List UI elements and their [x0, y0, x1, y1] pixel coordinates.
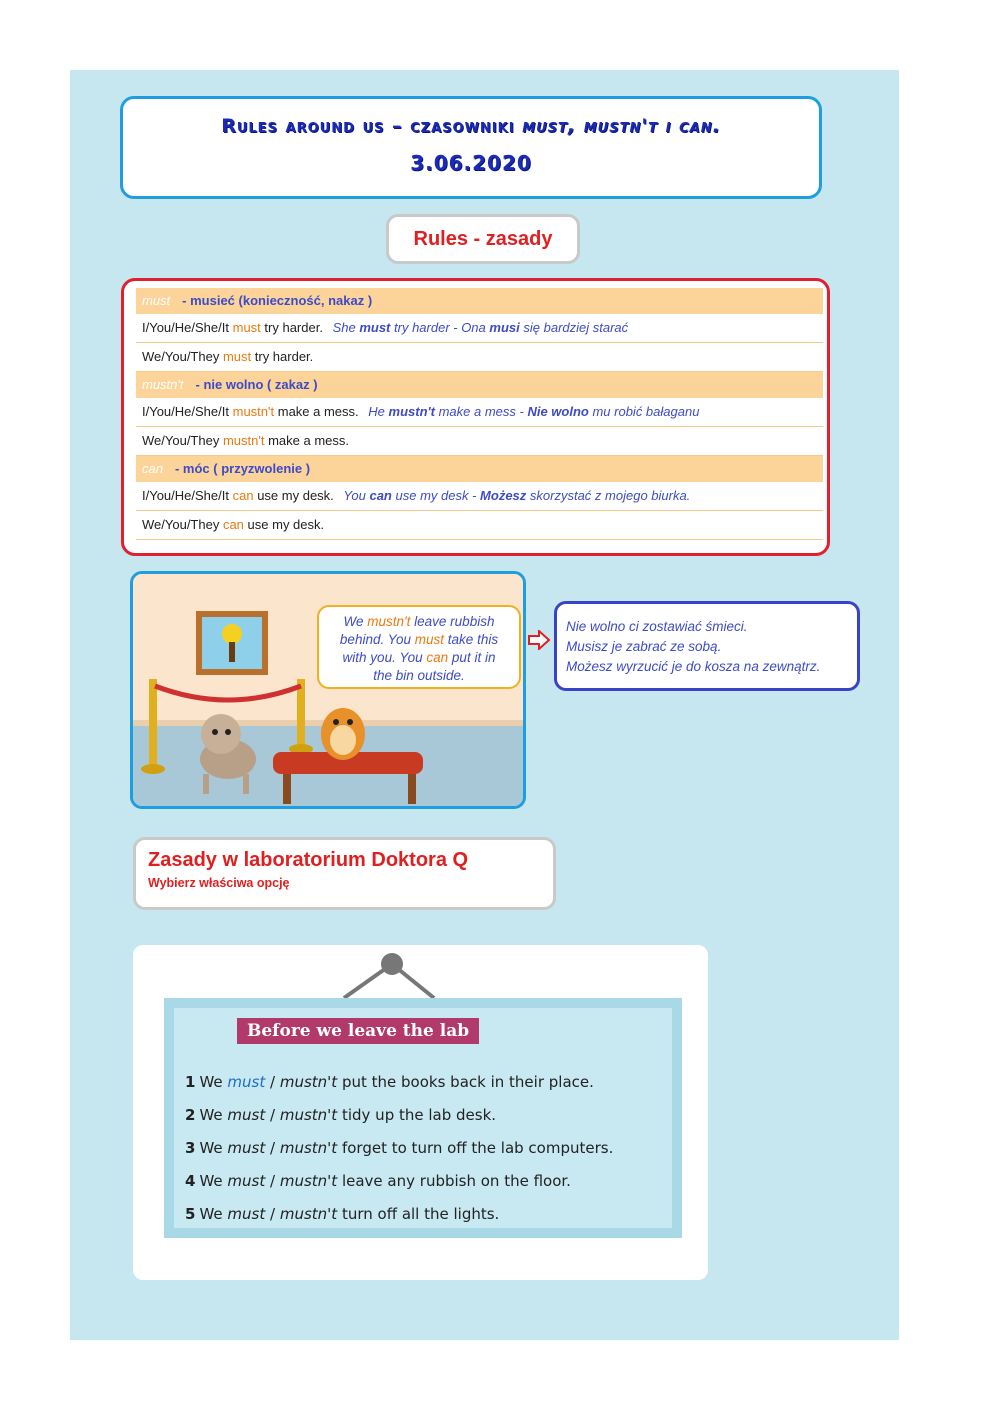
- rules-table: [121, 278, 830, 556]
- row-translation: You can use my desk - Możesz skorzystać z mojego biurka.: [343, 488, 691, 503]
- section-keyword: mustn't: [142, 377, 184, 392]
- row-translation: She must try harder - Ona musi się bardziej starać: [332, 320, 629, 335]
- row-subject: I/You/He/She/It: [142, 320, 229, 335]
- row-rest: use my desk.: [257, 488, 334, 503]
- table-row: [136, 398, 823, 427]
- table-row: [136, 314, 823, 343]
- section-meaning: - móc ( przyzwolenie ): [174, 461, 311, 476]
- section-meaning: - musieć (konieczność, nakaz ): [182, 293, 373, 308]
- translation-line: Możesz wyrzucić je do kosza na zewnątrz.: [566, 659, 821, 674]
- row-rest: try harder.: [264, 320, 323, 335]
- table-row: [136, 427, 823, 456]
- title-prefix: Rules around us – czasowniki: [221, 115, 515, 137]
- section-header-can: [136, 456, 823, 482]
- row-rest: try harder.: [254, 349, 314, 364]
- row-rest: make a mess.: [268, 433, 349, 448]
- title-italic: must, mustn't i can.: [522, 115, 721, 137]
- row-modal: can: [222, 517, 244, 532]
- row-rest: use my desk.: [247, 517, 325, 532]
- option-mustnt[interactable]: mustn't: [279, 1172, 338, 1190]
- section-meaning: - nie wolno ( zakaz ): [195, 377, 318, 392]
- title-box: [120, 96, 822, 199]
- lab-rules-board: [164, 998, 682, 1238]
- exercise-item: 4 We must / mustn't leave any rubbish on the floor.: [185, 1172, 571, 1190]
- rules-heading: Rules - zasady: [386, 214, 580, 264]
- worksheet-date: 3.06.2020: [410, 151, 532, 175]
- table-row: [136, 511, 823, 540]
- board-label: Before we leave the lab: [237, 1018, 479, 1044]
- worksheet-title: [123, 115, 819, 137]
- exercise-item: 1 We must / mustn't put the books back in their place.: [185, 1073, 594, 1091]
- exercise-item: 2 We must / mustn't tidy up the lab desk.: [185, 1106, 497, 1124]
- lab-instruction: Wybierz właściwa opcję: [148, 876, 290, 890]
- row-modal: must: [222, 349, 252, 364]
- row-translation: He mustn't make a mess - Nie wolno mu robić bałaganu: [368, 404, 700, 419]
- speech-bubble: We mustn't leave rubbish behind. You must take this with you. You can put it in the bin outside.: [317, 605, 521, 689]
- translation-line: Nie wolno ci zostawiać śmieci.: [566, 619, 748, 634]
- lab-heading-box: [133, 837, 556, 910]
- arrow-right-icon: [528, 630, 550, 650]
- lab-title: Zasady w laboratorium Doktora Q: [148, 849, 469, 871]
- option-mustnt[interactable]: mustn't: [279, 1205, 338, 1223]
- row-subject: We/You/They: [142, 349, 220, 364]
- option-must[interactable]: must: [227, 1073, 266, 1091]
- section-header-mustnt: [136, 372, 823, 398]
- option-must[interactable]: must: [227, 1205, 266, 1223]
- section-keyword: can: [142, 461, 163, 476]
- option-mustnt[interactable]: mustn't: [279, 1106, 338, 1124]
- row-modal: mustn't: [222, 433, 265, 448]
- table-row: [136, 482, 823, 511]
- section-header-must: [136, 288, 823, 314]
- row-rest: make a mess.: [277, 404, 359, 419]
- polish-translation-box: [554, 601, 860, 691]
- exercise-item: 5 We must / mustn't turn off all the lights.: [185, 1205, 500, 1223]
- row-modal: must: [232, 320, 261, 335]
- row-subject: We/You/They: [142, 433, 220, 448]
- row-modal: mustn't: [232, 404, 275, 419]
- table-row: [136, 343, 823, 372]
- section-keyword: must: [142, 293, 171, 308]
- row-modal: can: [232, 488, 254, 503]
- option-must[interactable]: must: [227, 1172, 266, 1190]
- translation-line: Musisz je zabrać ze sobą.: [566, 639, 722, 654]
- option-mustnt[interactable]: mustn't: [279, 1073, 338, 1091]
- row-subject: I/You/He/She/It: [142, 404, 229, 419]
- row-subject: I/You/He/She/It: [142, 488, 229, 503]
- row-subject: We/You/They: [142, 517, 220, 532]
- exercise-item: 3 We must / mustn't forget to turn off the lab computers.: [185, 1139, 614, 1157]
- option-must[interactable]: must: [227, 1139, 266, 1157]
- exercise-list: [185, 1073, 613, 1238]
- option-must[interactable]: must: [227, 1106, 266, 1124]
- option-mustnt[interactable]: mustn't: [279, 1139, 338, 1157]
